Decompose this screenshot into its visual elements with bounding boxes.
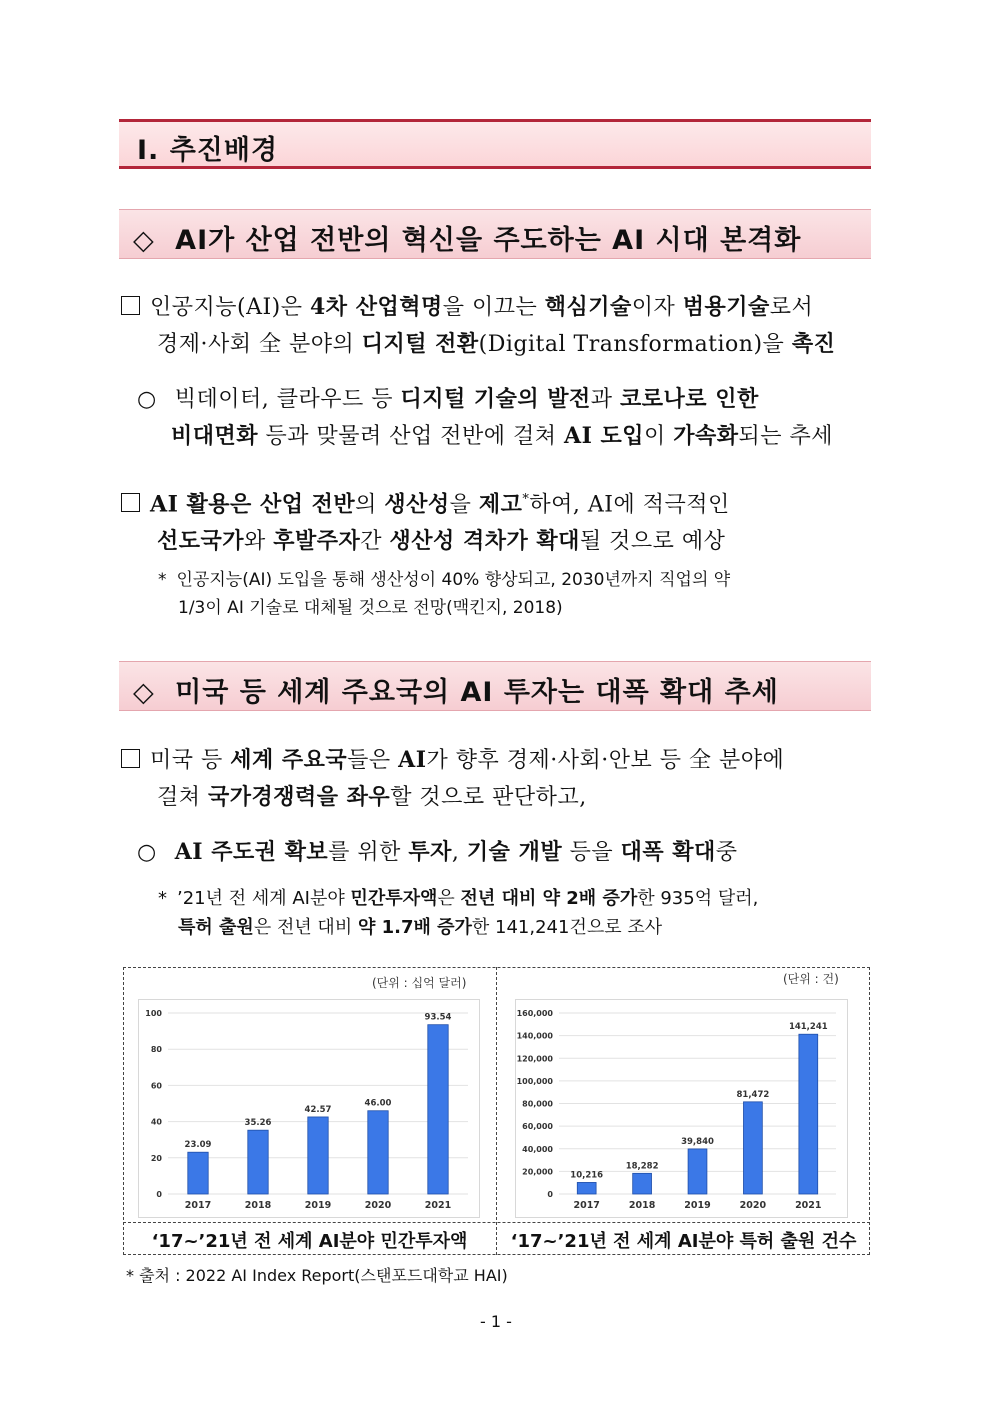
chart2-caption: ‘17~’21년 전 세계 AI분야 특허 출원 건수 <box>510 1231 857 1252</box>
checkbox-icon <box>121 749 140 768</box>
section-title: Ⅰ. 추진배경 <box>137 135 279 166</box>
x-tick-label: 2019 <box>304 1200 332 1211</box>
subheader-ai-investment <box>119 661 871 711</box>
chart1-caption: ‘17~’21년 전 세계 AI분야 민간투자액 <box>151 1231 468 1252</box>
x-tick-label: 2017 <box>184 1200 212 1211</box>
diamond-icon: ◇ <box>133 225 155 256</box>
bar-2020 <box>743 1102 762 1194</box>
caption-rule <box>123 1222 870 1223</box>
x-tick-label: 2020 <box>739 1200 767 1211</box>
chart2-unit-label: (단위 : 건) <box>783 972 839 986</box>
bar-2017 <box>577 1182 596 1194</box>
charts-divider <box>496 967 497 1255</box>
x-tick-label: 2018 <box>244 1200 272 1211</box>
subheader-ai-era <box>119 209 871 259</box>
footnote-investment: * ’21년 전 세계 AI분야 민간투자액은 전년 대비 약 2배 증가한 935억 달러, 특허 출원은 전년 대비 약 1.7배 증가한 141,241건으로 조사 <box>158 888 759 938</box>
bar-2019 <box>308 1117 328 1194</box>
data-label: 18,282 <box>625 1161 659 1172</box>
chart-patent-filings <box>515 999 848 1218</box>
paragraph-digital-tech: ○ 빅데이터, 클라우드 등 디지털 기술의 발전과 코로나로 인한 비대면화 등과 맞물려 산업 전반에 걸쳐 AI 도입이 가속화되는 추세 <box>137 386 834 449</box>
data-label: 141,241 <box>788 1022 828 1033</box>
y-tick-label: 20,000 <box>522 1167 553 1177</box>
y-tick-label: 20 <box>150 1153 162 1163</box>
subheader-title: 미국 등 세계 주요국의 AI 투자는 대폭 확대 추세 <box>175 677 779 708</box>
circle-bullet-icon: ○ <box>137 840 157 865</box>
data-label: 10,216 <box>570 1170 604 1181</box>
data-label: 93.54 <box>424 1012 452 1023</box>
page-number: - 1 - <box>480 1312 512 1331</box>
y-tick-label: 60 <box>150 1081 162 1091</box>
paragraph-ai-core-tech: 인공지능(AI)은 4차 산업혁명을 이끄는 핵심기술이자 범용기술로서 경제·사회 全 분야의 디지털 전환(Digital Transformation)을 촉진 <box>121 289 881 363</box>
data-label: 81,472 <box>736 1089 770 1100</box>
bar-2018 <box>633 1173 652 1194</box>
circle-bullet-icon: ○ <box>137 387 157 412</box>
bar-2021 <box>799 1034 818 1194</box>
y-tick-label: 0 <box>156 1190 162 1199</box>
y-tick-label: 120,000 <box>516 1054 553 1064</box>
chart-private-investment <box>138 999 480 1218</box>
chart1-unit-label: (단위 : 십억 달러) <box>372 976 467 990</box>
subheader-title: AI가 산업 전반의 혁신을 주도하는 AI 시대 본격화 <box>175 225 802 256</box>
bar-2021 <box>428 1025 448 1194</box>
data-label: 42.57 <box>304 1104 332 1115</box>
y-tick-label: 60,000 <box>522 1122 553 1132</box>
footnote-mckinsey: * 인공지능(AI) 도입을 통해 생산성이 40% 향상되고, 2030년까지 직업의 약 1/3이 AI 기술로 대체될 것으로 전망(맥킨지, 2018) <box>158 570 731 618</box>
x-tick-label: 2019 <box>684 1200 711 1211</box>
checkbox-icon <box>121 296 140 315</box>
y-tick-label: 80,000 <box>522 1099 553 1109</box>
data-label: 39,840 <box>681 1136 714 1147</box>
y-tick-label: 80 <box>150 1045 162 1055</box>
source-note: * 출처 : 2022 AI Index Report(스탠포드대학교 HAI) <box>126 1266 508 1285</box>
y-tick-label: 0 <box>547 1190 553 1199</box>
x-tick-label: 2021 <box>424 1200 452 1211</box>
data-label: 35.26 <box>244 1118 272 1129</box>
x-tick-label: 2020 <box>364 1200 392 1211</box>
y-tick-label: 40,000 <box>522 1144 553 1154</box>
diamond-icon: ◇ <box>133 677 155 708</box>
y-tick-label: 140,000 <box>516 1031 553 1041</box>
data-label: 46.00 <box>364 1098 392 1109</box>
paragraph-major-countries: 미국 등 세계 주요국들은 AI가 향후 경제·사회·안보 등 全 분야에 걸쳐 국가경쟁력을 좌우할 것으로 판단하고, <box>121 742 881 816</box>
checkbox-icon <box>121 493 140 512</box>
y-tick-label: 40 <box>150 1117 162 1127</box>
y-tick-label: 100,000 <box>516 1076 553 1086</box>
paragraph-ai-leadership: ○ AI 주도권 확보를 위한 투자, 기술 개발 등을 대폭 확대중 <box>137 839 738 865</box>
x-tick-label: 2018 <box>628 1200 656 1211</box>
x-tick-label: 2017 <box>573 1200 600 1211</box>
bar-2020 <box>368 1111 388 1194</box>
y-tick-label: 100 <box>145 1009 162 1018</box>
x-tick-label: 2021 <box>795 1200 822 1211</box>
bar-2019 <box>688 1149 707 1194</box>
paragraph-productivity: AI 활용은 산업 전반의 생산성을 제고*하여, AI에 적극적인 선도국가와 후발주자간 생산성 격차가 확대될 것으로 예상 <box>121 482 881 560</box>
section-header <box>119 119 871 169</box>
bar-2018 <box>248 1130 268 1194</box>
data-label: 23.09 <box>184 1140 212 1151</box>
y-tick-label: 160,000 <box>516 1009 553 1018</box>
bar-2017 <box>188 1152 208 1194</box>
